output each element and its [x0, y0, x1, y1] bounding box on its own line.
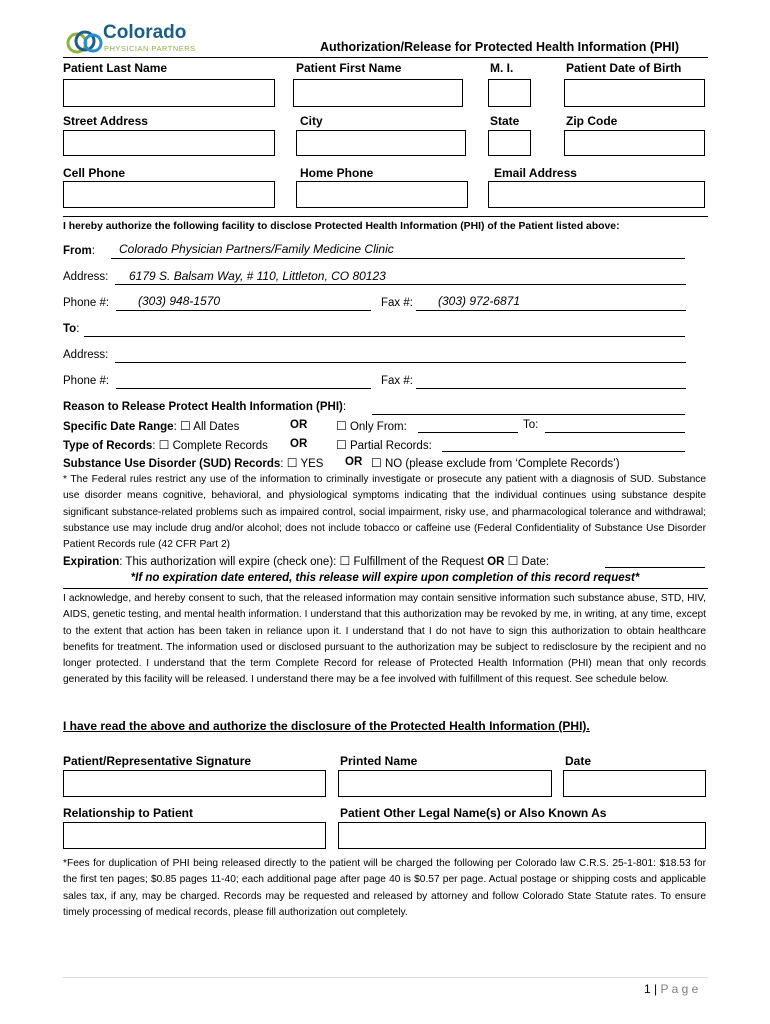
patient-last-name-field[interactable] [63, 79, 275, 107]
from-label-text: From [63, 245, 92, 257]
sud-yes-checkbox[interactable]: ☐ [286, 456, 298, 470]
all-dates-label: All Dates [193, 421, 240, 433]
to-fax-line[interactable] [416, 388, 686, 389]
expiration-date-checkbox[interactable]: ☐ [507, 554, 519, 568]
fulfillment-label: Fulfillment of the Request [353, 556, 484, 568]
to-date-line[interactable] [545, 432, 685, 433]
to-phone-line[interactable] [116, 388, 371, 389]
complete-records-checkbox[interactable]: ☐ [158, 438, 170, 452]
expiration-text: : This authorization will expire (check one): [119, 556, 337, 568]
to-date-label: To: [523, 419, 539, 431]
zip-code-field[interactable] [564, 130, 705, 156]
to-fax-label: Fax #: [381, 375, 413, 387]
records-or [290, 438, 307, 450]
reason-line[interactable] [372, 414, 685, 415]
from-address-label: Address: [63, 271, 109, 283]
from-label: From: [63, 245, 95, 257]
patient-last-name-label: Patient Last Name [63, 61, 168, 75]
relationship-field[interactable] [63, 822, 326, 849]
patient-dob-label: Patient Date of Birth [566, 61, 682, 75]
expiration-label: Expiration [63, 556, 120, 568]
sud-label: Substance Use Disorder (SUD) Records [63, 458, 281, 470]
city-field[interactable] [296, 130, 466, 156]
read-statement: I have read the above and authorize the disclosure of the Protected Health Information (PHI). [63, 719, 590, 733]
patient-first-name-label: Patient First Name [296, 61, 402, 75]
expiration-note: *If no expiration date entered, this release will expire upon completion of this record request* [130, 572, 640, 584]
reason-row: Reason to Release Protect Health Information (PHI): [63, 401, 347, 413]
from-value: Colorado Physician Partners/Family Medicine Clinic [119, 242, 394, 256]
home-phone-label: Home Phone [300, 166, 374, 180]
printed-name-label: Printed Name [340, 754, 418, 768]
section-rule [63, 216, 708, 217]
from-phone-label: Phone #: [63, 297, 110, 309]
authorize-statement: I hereby authorize the following facility to disclose Protected Health Information (PHI) of the Patient listed above: [63, 221, 620, 232]
page-number: 1 [644, 982, 651, 996]
expiration-or: OR [487, 556, 505, 568]
sud-note: * The Federal rules restrict any use of the information to criminally investigate or prosecute any patient with a diagnosis of SUD. Substance use disorder means cognitive, behavioral, and physiological symptoms indicating that the individual continues using substance despite significant substance-related problems such as impaired control, social impairment, risky use, and pharmacological tolerance and withdrawal; substance use may include drug and/or alcohol; does not include tobacco or caffeine use (Federal Confidentiality of Substance Use Disorder Patient Records rule (42 CFR Part 2) [63, 474, 706, 551]
expiration-date-label: Date: [521, 556, 550, 568]
partial-records-checkbox[interactable]: ☐ [336, 438, 347, 452]
from-phone-line[interactable] [116, 310, 371, 311]
only-from-checkbox[interactable]: ☐ [336, 419, 347, 433]
logo-sub-text: PHYSICIAN PARTNERS [104, 44, 196, 53]
only-from-group [336, 419, 407, 433]
to-label: To: [63, 323, 80, 335]
from-address-line[interactable] [115, 284, 686, 285]
other-names-field[interactable] [338, 822, 706, 849]
signature-date-field[interactable] [563, 770, 706, 797]
patient-first-name-field[interactable] [293, 79, 463, 107]
expiration-row [63, 554, 549, 568]
fulfillment-checkbox[interactable]: ☐ [339, 554, 351, 568]
city-label: City [300, 114, 323, 128]
email-address-label: Email Address [494, 166, 577, 180]
sud-or-text: OR [345, 456, 363, 468]
home-phone-field[interactable] [296, 181, 468, 208]
records-type-row: Type of Records: ☐ Complete Records [63, 438, 268, 452]
sud-no-checkbox[interactable]: ☐ [371, 456, 382, 470]
signature-field[interactable] [63, 770, 326, 797]
complete-records-label: Complete Records [172, 440, 268, 452]
from-fax-value: (303) 972-6871 [438, 294, 521, 308]
only-from-label: Only From: [349, 421, 407, 433]
to-address-line[interactable] [115, 362, 686, 363]
header-rule [63, 57, 708, 58]
reason-label: Reason to Release Protect Health Information (PHI) [63, 401, 343, 413]
logo-mark-icon [66, 26, 104, 58]
to-address-label: Address: [63, 349, 109, 361]
to-label-text: To [63, 323, 77, 335]
date-range-or [290, 419, 307, 431]
state-label: State [490, 114, 520, 128]
sud-yes-label: YES [300, 458, 324, 470]
logo-main-text: Colorado [103, 22, 187, 43]
date-range-label: Specific Date Range [63, 421, 174, 433]
acknowledgement-text: I acknowledge, and hereby consent to such, that the released information may contain sensitive information such substance abuse, STD, HIV, AIDS, genetic testing, and mental health information. I understand that this authorization may be revoked by me, in writing, at any time, except to the extent that action has been taken in reliance upon it. I understand that I do not have to sign this authorization to obtain healthcare benefits for treatment. The information used or disclosed pursuant to the authorization may be subject to redisclosure by the recipient and no longer protected. I understand that the term Complete Record for release of Protected Health Information (PHI) mean that only records generated by this facility will be released. I understand there may be a fee involved with fulfillment of this request. See schedule below. [63, 593, 706, 686]
expiration-date-line[interactable] [605, 567, 705, 568]
to-line[interactable] [84, 336, 685, 337]
page-word: P a g e [660, 982, 699, 996]
page-footer: 1 | P a g e [644, 982, 699, 996]
patient-dob-field[interactable] [564, 79, 705, 107]
form-title: Authorization/Release for Protected Health Information (PHI) [320, 40, 680, 54]
sud-no-group [371, 456, 620, 470]
street-address-label: Street Address [63, 114, 148, 128]
sud-row: Substance Use Disorder (SUD) Records: ☐ YES [63, 456, 324, 470]
only-from-line[interactable] [418, 432, 518, 433]
records-or-text: OR [290, 438, 308, 450]
sud-or [345, 456, 362, 468]
signature-date-label: Date [565, 754, 592, 768]
logo [66, 22, 206, 62]
relationship-label: Relationship to Patient [63, 806, 194, 820]
all-dates-checkbox[interactable]: ☐ [179, 419, 191, 433]
records-type-label: Type of Records [63, 440, 153, 452]
partial-records-label: Partial Records: [349, 440, 432, 452]
mi-label: M. I. [490, 61, 514, 75]
from-fax-line[interactable] [416, 310, 686, 311]
state-field[interactable] [488, 130, 531, 156]
other-names-label: Patient Other Legal Name(s) or Also Known As [340, 806, 607, 820]
cell-phone-field[interactable] [63, 181, 275, 208]
expiration-rule [63, 588, 708, 589]
to-phone-label: Phone #: [63, 375, 110, 387]
date-range-or-text: OR [290, 419, 308, 431]
cell-phone-label: Cell Phone [63, 166, 126, 180]
email-address-field[interactable] [488, 181, 705, 208]
street-address-field[interactable] [63, 130, 275, 156]
zip-code-label: Zip Code [566, 114, 618, 128]
partial-records-line[interactable] [442, 451, 685, 452]
from-address-value: 6179 S. Balsam Way, # 110, Littleton, CO 80123 [129, 269, 386, 283]
from-fax-label: Fax #: [381, 297, 413, 309]
signature-label: Patient/Representative Signature [63, 754, 252, 768]
sud-no-label: NO (please exclude from ‘Complete Records’) [384, 458, 620, 470]
mi-field[interactable] [488, 79, 531, 107]
from-line[interactable] [111, 258, 685, 259]
fees-text: *Fees for duplication of PHI being released directly to the patient will be charged the following per Colorado law C.R.S. 25-1-801: $18.53 for the first ten pages; $0.85 pages 11-40; each additional page after page 40 is $0.57 per page. Actual postage or shipping costs and applicable sales tax, if any, may be charged. Records may be requested and released by attorney and follow Colorado State Statute rates. To ensure timely processing of medical records, please fill authorization out completely. [63, 858, 706, 918]
partial-records-group [336, 438, 432, 452]
date-range-row: Specific Date Range: ☐ All Dates [63, 419, 240, 433]
footer-rule [63, 977, 708, 978]
printed-name-field[interactable] [338, 770, 552, 797]
from-phone-value: (303) 948-1570 [138, 294, 221, 308]
